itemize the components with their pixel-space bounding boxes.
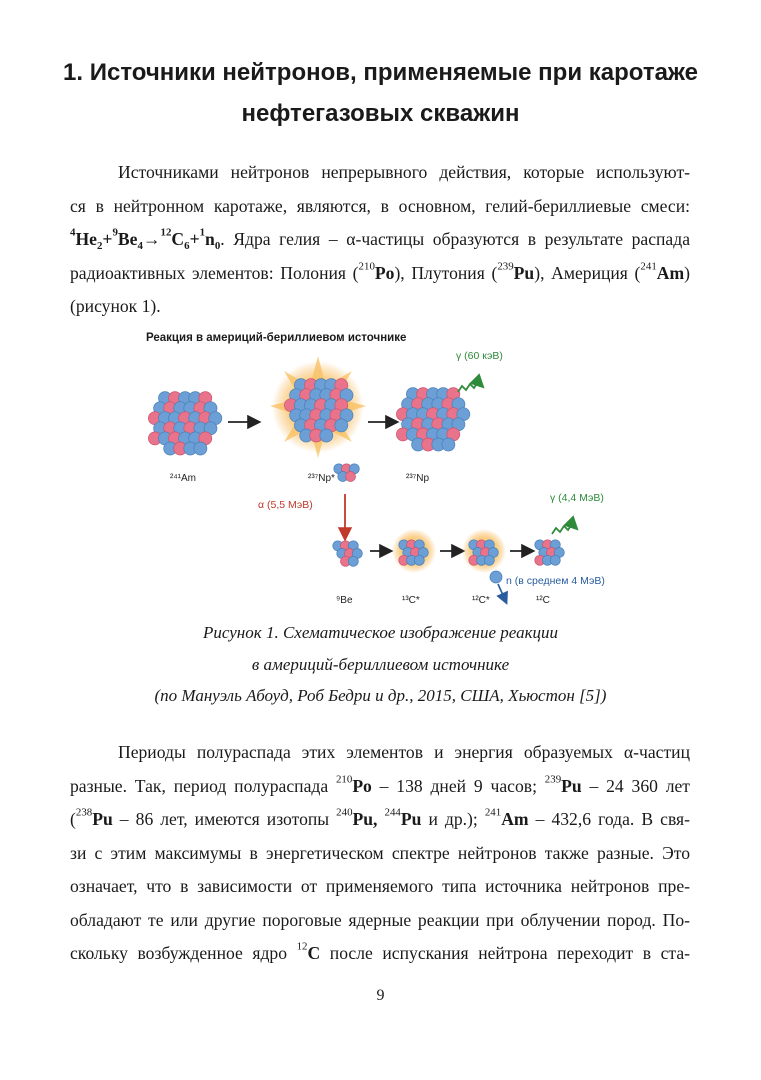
paragraph-line: разные. Так, период полураспада $^{210}$Po – 138 дней 9 часов; $^{239}$Pu – 24 360 лет bbox=[70, 773, 690, 796]
paragraph-1 bbox=[70, 156, 690, 324]
neutron-sphere bbox=[442, 438, 455, 451]
paragraph-line: ся в нейтронном каротаже, являются, в основном, гелий-бериллиевые смеси: bbox=[70, 195, 690, 216]
alpha-label: α (5,5 МэВ) bbox=[258, 499, 313, 511]
label-c13-excited: ¹³C* bbox=[402, 595, 420, 606]
label-am241: ²⁴¹Am bbox=[170, 473, 196, 484]
c12-nucleus-icon bbox=[535, 540, 565, 566]
section-heading bbox=[60, 52, 701, 134]
c13-excited-nucleus-icon bbox=[392, 529, 436, 573]
paragraph-line: скольку возбужденное ядро $^{12}$C после испускания нейтрона переходит в ста- bbox=[70, 940, 690, 963]
neutron-sphere bbox=[335, 419, 348, 432]
page-number: 9 bbox=[376, 987, 385, 1004]
paragraph-line: Источниками нейтронов непрерывного действия, которые используют- bbox=[118, 162, 690, 182]
neutron-arrow-icon bbox=[498, 584, 506, 602]
label-be9: ⁹Be bbox=[336, 595, 353, 606]
gamma-ray-icon bbox=[552, 524, 576, 534]
np237-nucleus-icon bbox=[396, 388, 469, 451]
proton-sphere bbox=[346, 472, 356, 482]
paragraph-line: радиоактивных элементов: Полония ($^{210}$Po), Плутония ($^{239}$Pu), Америция ($^{241}$Am) bbox=[70, 260, 691, 283]
gamma-ray-icon bbox=[458, 382, 482, 392]
neutron-label: n (в среднем 4 МэВ) bbox=[506, 575, 605, 587]
c12-excited-nucleus-icon bbox=[462, 529, 506, 573]
label-c12-excited: ¹²C* bbox=[472, 595, 490, 606]
label-np237: ²³⁷Np bbox=[406, 473, 430, 484]
alpha-particle-icon bbox=[334, 464, 360, 482]
caption-line-1: Рисунок 1. Схематическое изображение реакции bbox=[202, 623, 559, 642]
paragraph-line: зи с этим максимумы в энергетическом спектре нейтронов также разные. Это bbox=[70, 842, 690, 863]
neutron-sphere bbox=[194, 442, 207, 455]
neutron-sphere bbox=[484, 555, 494, 565]
paragraph-line: ($^{238}$Pu – 86 лет, имеются изотопы $^{240}$Pu, $^{244}$Pu и др.); $^{241}$Am – 432,6 года. В свя- bbox=[70, 806, 690, 829]
figure-title: Реакция в америций-бериллиевом источнике bbox=[146, 332, 407, 344]
label-np237-excited: ²³⁷Np* bbox=[308, 473, 335, 484]
gamma-label-60kev: γ (60 кэВ) bbox=[456, 350, 503, 362]
gamma-label-4-4mev: γ (4,4 МэВ) bbox=[550, 492, 604, 504]
neutron-sphere bbox=[320, 429, 333, 442]
neutron-icon bbox=[490, 571, 502, 583]
caption-line-2: в америций-бериллиевом источнике bbox=[251, 654, 510, 674]
am241-nucleus-icon bbox=[148, 392, 221, 455]
paragraph-line: $^4He_2+^9Be_4\to^{12}C_6+^1n_0$. Ядра гелия – α-частицы образуются в результате распада bbox=[70, 226, 690, 252]
heading-line-1: 1. Источники нейтронов, применяемые при каротаже bbox=[63, 59, 698, 86]
neutron-sphere bbox=[348, 556, 358, 566]
paragraph-line: означает, что в зависимости от применяемого типа источника нейтронов пре- bbox=[70, 876, 690, 896]
np237-excited-nucleus-icon bbox=[270, 356, 366, 458]
figure-caption bbox=[60, 617, 701, 712]
label-c12: ¹²C bbox=[536, 595, 550, 606]
heading-line-2: нефтегазовых скважин bbox=[241, 100, 520, 127]
reaction-formula: $^4He_2+^9Be_4\to^{12}C_6+^1n_0$ bbox=[70, 226, 221, 252]
reaction-figure bbox=[140, 326, 630, 616]
paragraph-2 bbox=[70, 736, 690, 971]
paragraph-line: обладают те или другие пороговые ядерные реакции при облучении пород. По- bbox=[70, 909, 690, 930]
be9-nucleus-icon bbox=[333, 541, 363, 567]
neutron-sphere bbox=[550, 555, 560, 565]
caption-line-3: (по Мануэль Абоуд, Роб Бедри и др., 2015, США, Хьюстон [5]) bbox=[154, 686, 607, 705]
paragraph-line: (рисунок 1). bbox=[70, 296, 161, 316]
paragraph-line: Периоды полураспада этих элементов и энергия образуемых α-частиц bbox=[118, 742, 690, 762]
neutron-sphere bbox=[414, 555, 424, 565]
